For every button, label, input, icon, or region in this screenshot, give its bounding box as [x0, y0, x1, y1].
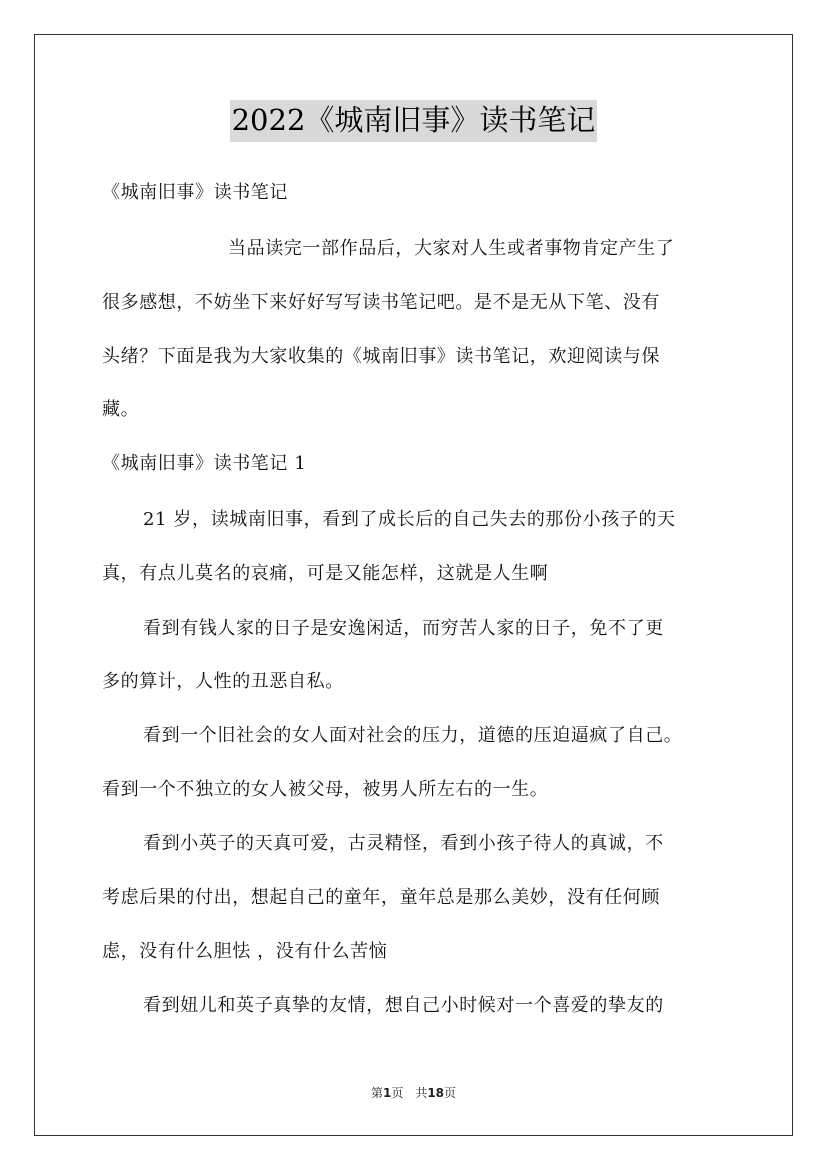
- document-title: 2022《城南旧事》读书笔记: [230, 100, 598, 142]
- text-line: 《城南旧事》读书笔记 1: [102, 453, 307, 474]
- total-pages: 18: [427, 1086, 445, 1100]
- text-line: 藏。: [102, 399, 140, 420]
- text-line: 看到妞儿和英子真挚的友情，想自己小时候对一个喜爱的挚友的: [143, 995, 664, 1016]
- text-line: 很多感想，不妨坐下来好好写写读书笔记吧。是不是无从下笔、没有: [102, 292, 660, 313]
- title-container: [0, 100, 827, 142]
- text-line: 《城南旧事》读书笔记: [102, 182, 288, 203]
- text-line: 21 岁，读城南旧事，看到了成长后的自己失去的那份小孩子的天: [143, 509, 676, 530]
- text-line: 当品读完一部作品后，大家对人生或者事物肯定产生了: [228, 238, 675, 259]
- text-line: 真，有点儿莫名的哀痛，可是又能怎样，这就是人生啊: [102, 563, 549, 584]
- page-footer: [0, 1084, 827, 1101]
- footer-suffix: 页: [444, 1086, 457, 1100]
- text-line: 考虑后果的付出，想起自己的童年，童年总是那么美妙，没有任何顾: [102, 887, 660, 908]
- text-line: 头绪？下面是我为大家收集的《城南旧事》读书笔记，欢迎阅读与保: [102, 346, 660, 367]
- footer-prefix: 第: [370, 1086, 383, 1100]
- text-line: 看到一个旧社会的女人面对社会的压力，道德的压迫逼疯了自己。: [143, 725, 683, 746]
- current-page-number: 1: [382, 1086, 392, 1100]
- text-line: 看到一个不独立的女人被父母，被男人所左右的一生。: [102, 779, 549, 800]
- text-line: 看到有钱人家的日子是安逸闲适，而穷苦人家的日子，免不了更: [143, 618, 664, 639]
- text-line: 虑，没有什么胆怯 ，没有什么苦恼: [102, 941, 388, 962]
- text-line: 多的算计，人性的丑恶自私。: [102, 671, 344, 692]
- text-line: 看到小英子的天真可爱，古灵精怪，看到小孩子待人的真诚，不: [143, 833, 664, 854]
- footer-mid: 页 共: [391, 1086, 428, 1100]
